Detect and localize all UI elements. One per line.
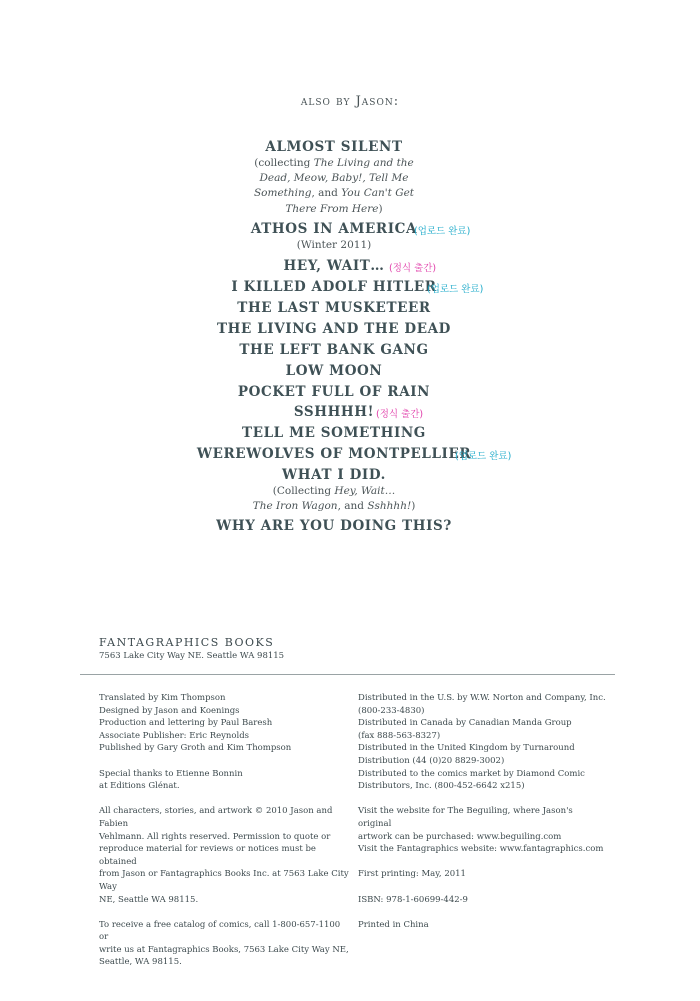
almost-silent-note-line-3 — [0, 186, 668, 201]
thanks-paragraph — [99, 768, 349, 793]
tag-killed-hitler: (업로드 완료) — [427, 284, 484, 295]
note-text: ) — [411, 500, 416, 512]
book-why-are-you-doing-this: WHY ARE YOU DOING THIS? — [216, 518, 452, 534]
note-italic: Hey, Wait… — [334, 485, 396, 497]
note-italic: The Living and the — [313, 157, 414, 169]
note-italic: Something — [253, 187, 312, 199]
book-pocket-full-of-rain: POCKET FULL OF RAIN — [237, 384, 431, 400]
note-text: , and — [311, 187, 342, 199]
book-sshhhh: SSHHHH! — [293, 404, 375, 420]
book-i-killed-adolf-hitler: I KILLED ADOLF HITLER — [231, 279, 437, 295]
note-italic: The Iron Wagon — [252, 500, 338, 512]
tag-athos: (업로드 완료) — [414, 226, 471, 237]
book-low-moon: LOW MOON — [285, 363, 383, 379]
copyright-paragraph — [99, 805, 349, 906]
credits-right-column — [358, 692, 608, 944]
note-italic: Sshhhh! — [367, 500, 412, 512]
note-italic: There From Here — [285, 203, 379, 215]
credit-line: Visit the website for The Beguiling, where Jason's original — [358, 806, 573, 829]
credit-line: Designed by Jason and Koenings — [99, 705, 240, 716]
book-what-i-did: WHAT I DID. — [282, 467, 386, 483]
tag-werewolves: (업로드 완료) — [455, 451, 512, 462]
credit-line: Translated by Kim Thompson — [99, 693, 226, 703]
book-athos-in-america: ATHOS IN AMERICA — [250, 221, 418, 237]
isbn-paragraph — [358, 894, 608, 907]
credit-line: First printing: May, 2011 — [358, 869, 466, 880]
catalog-paragraph — [99, 919, 349, 969]
credit-line: Seattle, WA 98115. — [99, 957, 182, 968]
book-tell-me-something: TELL ME SOMETHING — [242, 425, 426, 441]
website-paragraph — [358, 805, 608, 855]
credits-paragraph — [99, 692, 349, 755]
credit-line: ISBN: 978-1-60699-442-9 — [358, 894, 468, 905]
credit-line: artwork can be purchased: www.beguiling.com — [358, 831, 562, 842]
what-i-did-note-line-1 — [0, 484, 668, 499]
publisher-name: FANTAGRAPHICS BOOKS — [99, 636, 275, 649]
credit-line: (fax 888-563-8327) — [358, 730, 441, 741]
credit-line: Distributed to the comics market by Diamond Comic — [358, 768, 585, 779]
distribution-paragraph — [358, 692, 608, 793]
credit-line: Distributed in Canada by Canadian Manda Group — [358, 718, 572, 729]
credits-left-column — [99, 692, 349, 982]
book-left-bank-gang: THE LEFT BANK GANG — [239, 342, 429, 358]
credit-line: write us at Fantagraphics Books, 7563 Lake City Way NE, — [99, 944, 349, 955]
credit-line: Visit the Fantagraphics website: www.fantagraphics.com — [358, 844, 604, 855]
printed-in-paragraph — [358, 919, 608, 932]
almost-silent-note-line-1 — [0, 156, 668, 171]
credit-line: at Editions Glénat. — [99, 781, 180, 792]
divider — [80, 674, 615, 675]
credit-line: (800-233-4830) — [358, 705, 425, 716]
book-living-and-dead: THE LIVING AND THE DEAD — [217, 321, 451, 337]
credit-line: Distributors, Inc. (800-452-6642 x215) — [358, 781, 525, 792]
credit-line: Associate Publisher: Eric Reynolds — [99, 730, 250, 741]
credit-line: Production and lettering by Paul Baresh — [99, 718, 273, 729]
credit-line: To receive a free catalog of comics, call 1-800-657-1100 or — [99, 919, 341, 943]
note-text: (collecting — [254, 157, 314, 169]
credit-line: Distribution (44 (0)20 8829-3002) — [358, 755, 505, 766]
almost-silent-note-line-2 — [0, 171, 668, 186]
note-italic: You Can't Get — [341, 187, 415, 199]
book-hey-wait: HEY, WAIT… — [283, 258, 385, 274]
what-i-did-note-line-2 — [0, 499, 668, 514]
credit-line: All characters, stories, and artwork © 2010 Jason and Fabien — [99, 806, 333, 829]
book-last-musketeer: THE LAST MUSKETEER — [237, 300, 431, 316]
credit-line: Special thanks to Etienne Bonnin — [99, 768, 243, 779]
almost-silent-note-line-4 — [0, 202, 668, 217]
book-almost-silent: ALMOST SILENT — [265, 139, 403, 155]
tag-hey-wait: (정식 출간) — [389, 263, 437, 274]
note-text: , and — [337, 500, 368, 512]
publisher-address: 7563 Lake City Way NE. Seattle WA 98115 — [99, 651, 285, 661]
tag-sshhhh: (정식 출간) — [376, 409, 424, 420]
printing-paragraph — [358, 868, 608, 881]
note-italic: Dead, Meow, Baby!, Tell Me — [259, 172, 409, 184]
credit-line: Published by Gary Groth and Kim Thompson — [99, 743, 292, 754]
book-werewolves-of-montpellier: WEREWOLVES OF MONTPELLIER — [196, 446, 472, 462]
credit-line: Distributed in the U.S. by W.W. Norton and Company, Inc. — [358, 693, 606, 703]
note-text: ) — [378, 203, 383, 215]
credit-line: from Jason or Fantagraphics Books Inc. at 7563 Lake City Way — [99, 869, 349, 892]
athos-note: (Winter 2011) — [296, 239, 372, 251]
credit-line: Distributed in the United Kingdom by Turnaround — [358, 743, 575, 754]
credit-line: reproduce material for reviews or notices must be obtained — [99, 844, 316, 867]
note-text: (Collecting — [272, 485, 335, 497]
credit-line: Vehlmann. All rights reserved. Permission to quote or — [99, 831, 331, 842]
credit-line: NE, Seattle WA 98115. — [99, 894, 199, 905]
also-by-heading: also by Jason: — [300, 94, 400, 109]
credit-line: Printed in China — [358, 919, 429, 930]
